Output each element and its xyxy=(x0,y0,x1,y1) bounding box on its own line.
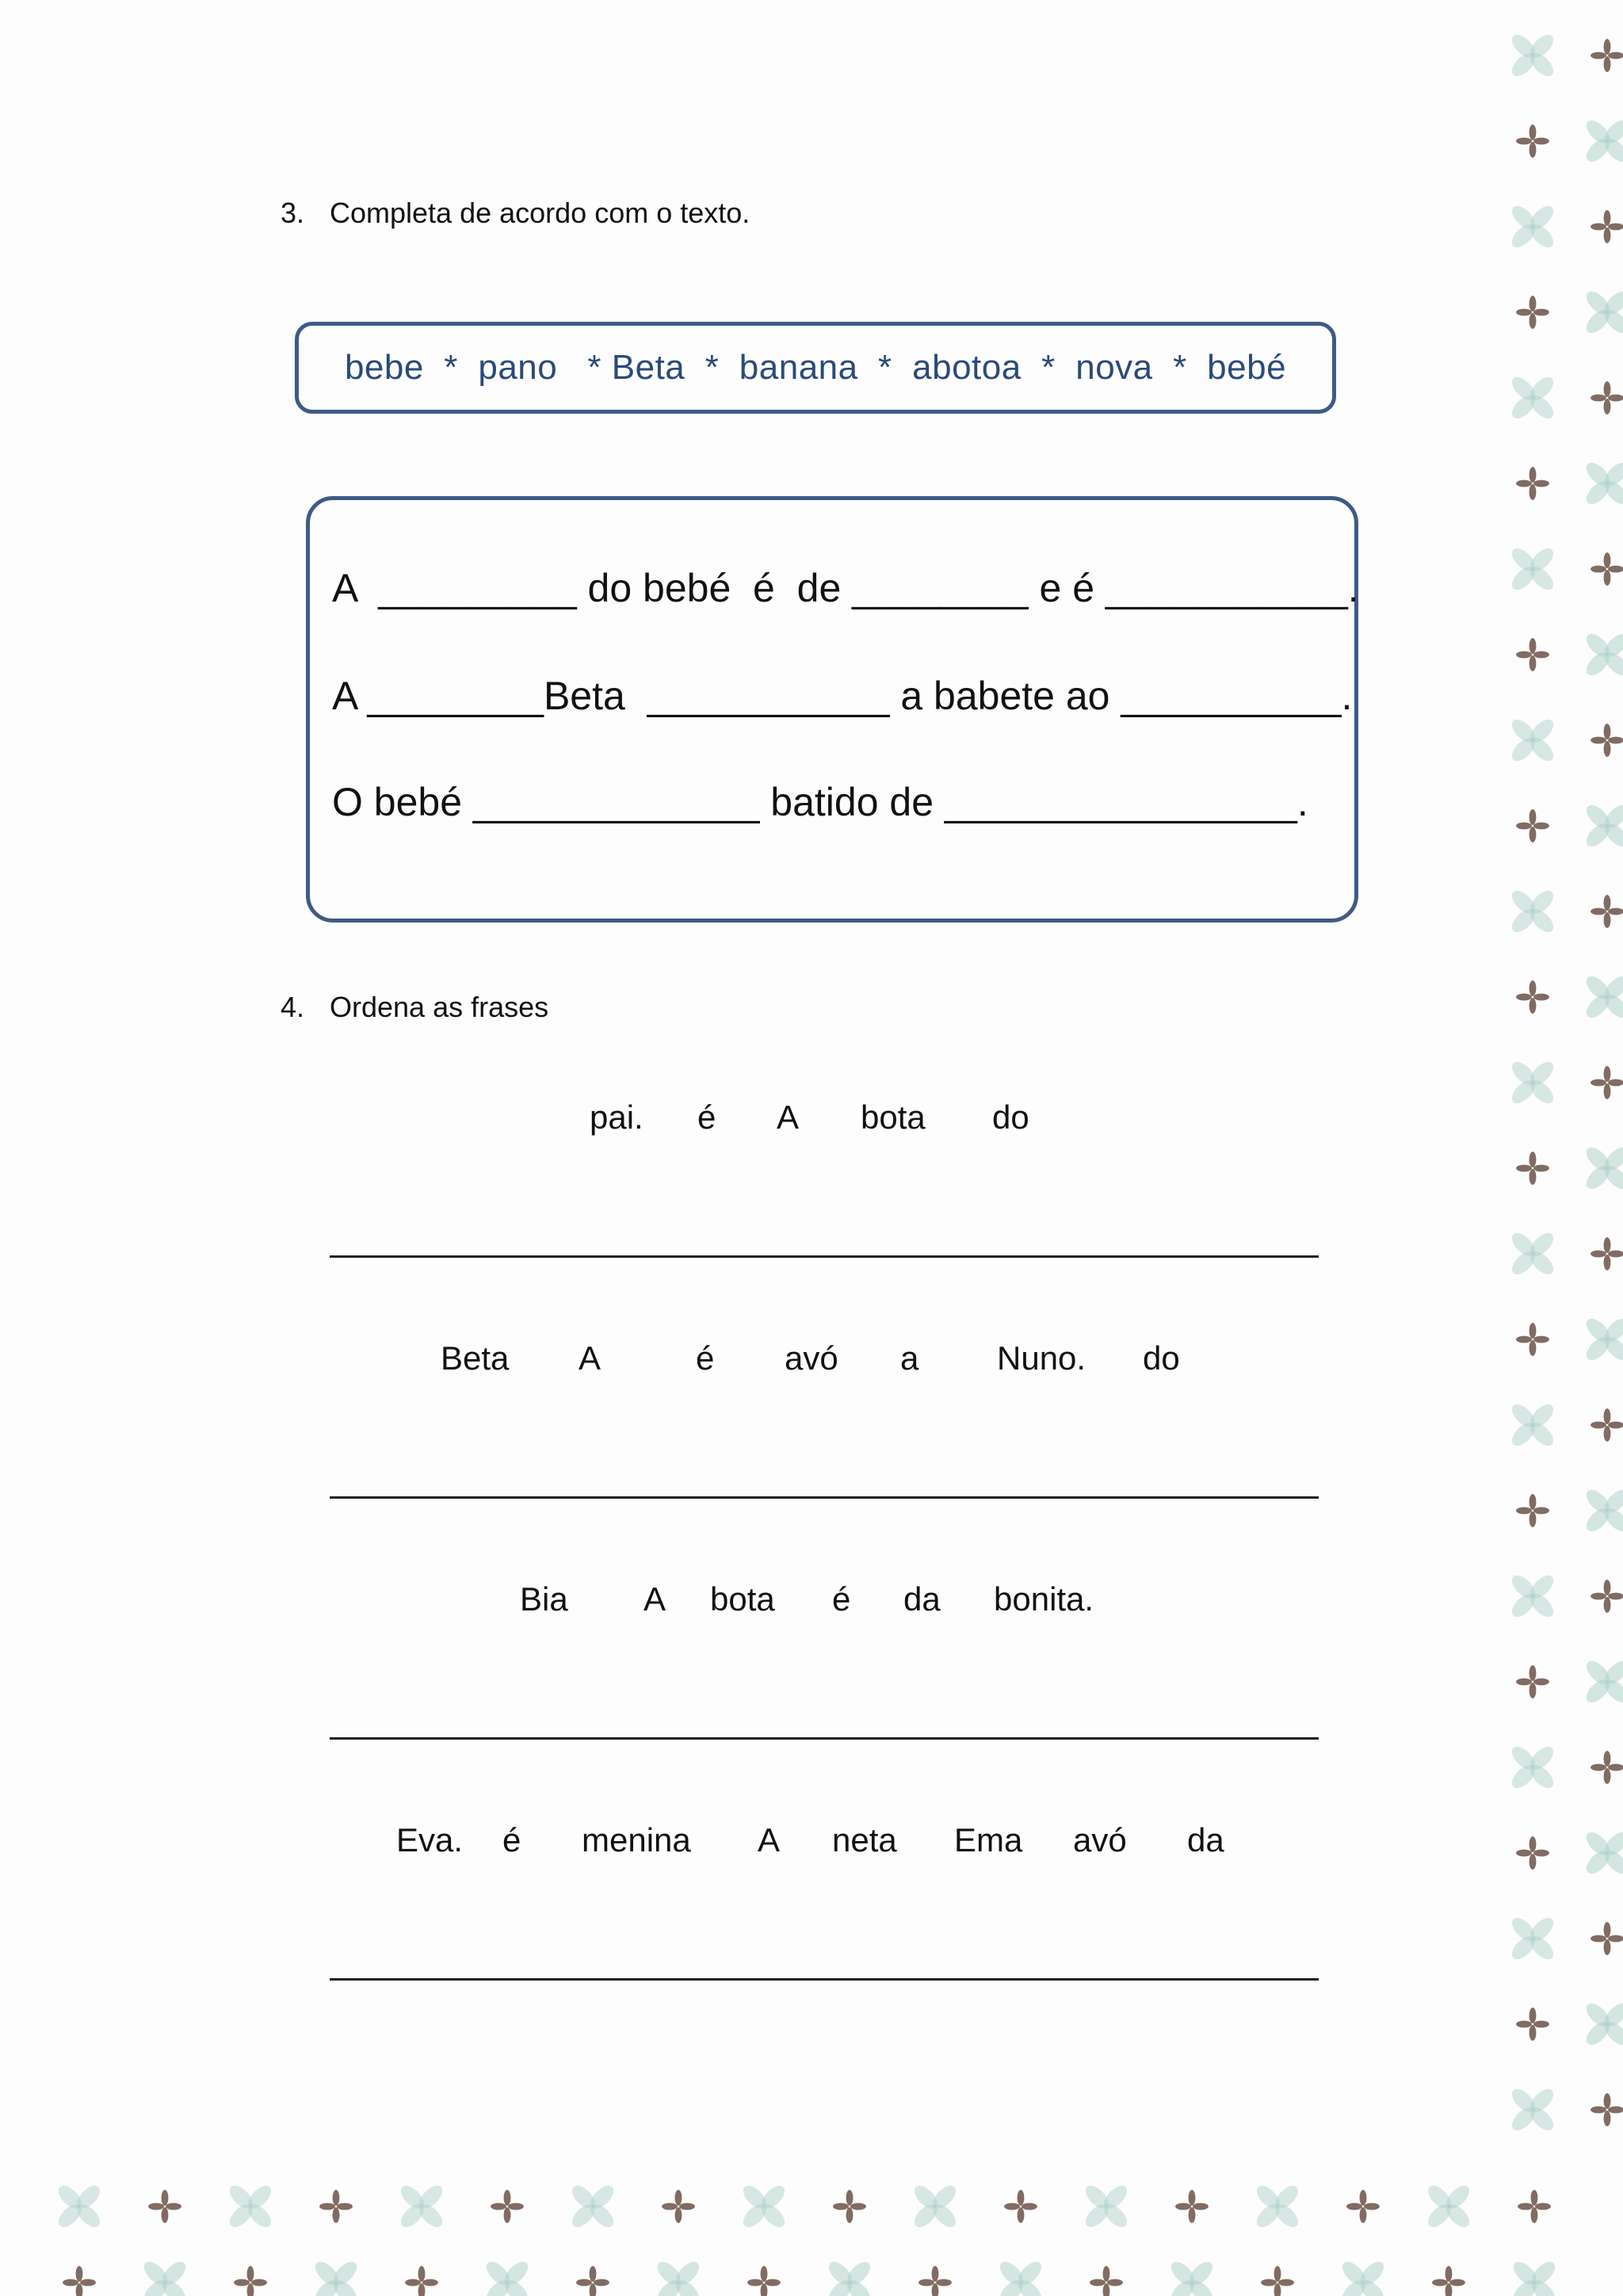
flower-motif xyxy=(1583,1315,1623,1364)
exercise-3-heading xyxy=(281,197,750,230)
flower-motif xyxy=(1591,552,1623,586)
flower-motif xyxy=(747,2266,781,2296)
word-bank-box xyxy=(295,322,1336,414)
flower-motif xyxy=(1338,2258,1388,2296)
flower-motif xyxy=(1090,2266,1123,2296)
flower-motif xyxy=(226,2182,275,2231)
flower-motif xyxy=(996,2258,1045,2296)
floral-border-bottom xyxy=(0,2172,1623,2296)
flower-motif xyxy=(148,2190,181,2223)
scrambled-word: Beta xyxy=(441,1339,510,1377)
flower-motif xyxy=(1591,1580,1623,1613)
flower-motif xyxy=(662,2190,695,2223)
flower-motif xyxy=(576,2266,609,2296)
flower-motif xyxy=(1516,124,1549,158)
flower-motif xyxy=(1508,1058,1557,1107)
flower-motif xyxy=(1516,1665,1549,1698)
scrambled-word: é xyxy=(697,1098,716,1136)
scrambled-word: Ema xyxy=(954,1821,1023,1859)
flower-motif xyxy=(1583,801,1623,850)
flower-motif xyxy=(63,2266,96,2296)
scrambled-word: do xyxy=(1143,1339,1180,1377)
fill-sentence-3: O bebé _____________ batido de ________________. xyxy=(332,780,1308,824)
scrambled-word: A xyxy=(579,1339,601,1377)
scrambled-word: é xyxy=(696,1339,715,1377)
flower-motif xyxy=(491,2190,524,2223)
flower-motif xyxy=(1591,1922,1623,1955)
flower-motif xyxy=(1508,31,1557,80)
answer-line-1[interactable] xyxy=(330,1255,1319,1258)
flower-motif xyxy=(397,2182,446,2231)
exercise-4-heading xyxy=(281,991,548,1024)
exercise-4-number: 4. xyxy=(281,991,305,1023)
flower-motif xyxy=(1082,2182,1131,2231)
flower-motif xyxy=(1591,1408,1623,1442)
scrambled-word: neta xyxy=(832,1821,897,1859)
flower-motif xyxy=(140,2258,189,2296)
flower-motif xyxy=(1518,2190,1551,2223)
flower-motif xyxy=(1591,381,1623,415)
flower-motif xyxy=(1591,2093,1623,2126)
scrambled-word: A xyxy=(777,1098,800,1136)
flower-motif xyxy=(1508,202,1557,251)
flower-motif xyxy=(1516,2008,1549,2041)
flower-motif xyxy=(1516,1152,1549,1185)
flower-motif xyxy=(1516,1323,1549,1356)
flower-motif xyxy=(825,2258,874,2296)
flower-motif xyxy=(1583,1486,1623,1535)
scrambled-word: a xyxy=(900,1339,919,1377)
flower-motif xyxy=(1346,2190,1380,2223)
scrambled-word: é xyxy=(832,1580,851,1618)
flower-motif xyxy=(1583,117,1623,166)
floral-border-icon xyxy=(0,2172,1623,2296)
flower-motif xyxy=(1583,1144,1623,1193)
exercise-3-number: 3. xyxy=(281,197,305,229)
scrambled-word: pai. xyxy=(590,1098,643,1136)
flower-motif xyxy=(1591,39,1623,72)
flower-motif xyxy=(1508,2085,1557,2134)
flower-motif xyxy=(1516,1836,1549,1870)
scrambled-word: Eva. xyxy=(396,1821,464,1859)
flower-motif xyxy=(55,2182,104,2231)
scrambled-word: Nuno. xyxy=(997,1339,1086,1377)
flower-motif xyxy=(1516,809,1549,842)
answer-line-4[interactable] xyxy=(330,1978,1319,1981)
scrambled-word: da xyxy=(1187,1821,1224,1859)
answer-line-2[interactable] xyxy=(330,1496,1319,1499)
flower-motif xyxy=(1508,887,1557,936)
flower-motif xyxy=(1583,630,1623,679)
flower-motif xyxy=(1508,1914,1557,1963)
scrambled-word: da xyxy=(903,1580,941,1618)
scrambled-word: bota xyxy=(861,1098,926,1136)
flower-motif xyxy=(405,2266,438,2296)
flower-motif xyxy=(1591,1066,1623,1099)
scrambled-word: bota xyxy=(710,1580,775,1618)
flower-motif xyxy=(654,2258,703,2296)
scrambled-word: do xyxy=(992,1098,1029,1136)
flower-motif xyxy=(568,2182,617,2231)
flower-motif xyxy=(1175,2190,1209,2223)
flower-motif xyxy=(918,2266,952,2296)
answer-line-3[interactable] xyxy=(330,1737,1319,1740)
flower-motif xyxy=(1508,716,1557,765)
flower-motif xyxy=(1432,2266,1465,2296)
flower-motif xyxy=(739,2182,789,2231)
fill-sentence-2: A ________Beta ___________ a babete ao __________. xyxy=(332,674,1353,718)
flower-motif xyxy=(833,2190,866,2223)
flower-motif xyxy=(1004,2190,1037,2223)
scrambled-word: é xyxy=(502,1821,521,1859)
scrambled-word: A xyxy=(758,1821,781,1859)
exercise-3-instruction: Completa de acordo com o texto. xyxy=(330,197,750,229)
flower-motif xyxy=(1508,373,1557,422)
floral-border-icon xyxy=(1498,0,1623,2296)
word-bank-text: bebe * pano * Beta * banana * abotoa * nova * bebé xyxy=(344,348,1287,387)
flower-motif xyxy=(1583,1657,1623,1706)
flower-motif xyxy=(1516,467,1549,500)
flower-motif xyxy=(1424,2182,1473,2231)
scrambled-word: avó xyxy=(785,1339,838,1377)
flower-motif xyxy=(1510,2258,1559,2296)
flower-motif xyxy=(1591,724,1623,757)
fill-in-sentences-box xyxy=(306,496,1358,923)
flower-motif xyxy=(1253,2182,1302,2231)
flower-motif xyxy=(1261,2266,1294,2296)
flower-motif xyxy=(911,2182,960,2231)
flower-motif xyxy=(1591,210,1623,243)
flower-motif xyxy=(1591,1237,1623,1270)
flower-motif xyxy=(1167,2258,1216,2296)
flower-motif xyxy=(1591,1751,1623,1784)
flower-motif xyxy=(1508,1229,1557,1278)
flower-motif xyxy=(1508,1743,1557,1792)
flower-motif xyxy=(1583,288,1623,337)
floral-border-right xyxy=(1498,0,1623,2296)
flower-motif xyxy=(1516,980,1549,1014)
flower-motif xyxy=(1516,296,1549,329)
flower-motif xyxy=(1583,1828,1623,1878)
flower-motif xyxy=(319,2190,353,2223)
flower-motif xyxy=(483,2258,532,2296)
flower-motif xyxy=(1516,1494,1549,1527)
exercise-4-instruction: Ordena as frases xyxy=(330,991,549,1023)
flower-motif xyxy=(1583,459,1623,508)
scrambled-word: Bia xyxy=(520,1580,568,1618)
fill-sentence-1: A _________ do bebé é de ________ e é ___________. xyxy=(332,566,1359,610)
flower-motif xyxy=(1583,972,1623,1022)
flower-motif xyxy=(1583,2000,1623,2049)
flower-motif xyxy=(234,2266,267,2296)
scrambled-word: A xyxy=(643,1580,666,1618)
flower-motif xyxy=(1591,895,1623,928)
scrambled-word: avó xyxy=(1073,1821,1127,1859)
flower-motif xyxy=(1508,1572,1557,1621)
flower-motif xyxy=(311,2258,361,2296)
scrambled-word: menina xyxy=(582,1821,691,1859)
scrambled-word: bonita. xyxy=(994,1580,1094,1618)
flower-motif xyxy=(1508,1400,1557,1450)
flower-motif xyxy=(1508,544,1557,594)
flower-motif xyxy=(1516,638,1549,671)
